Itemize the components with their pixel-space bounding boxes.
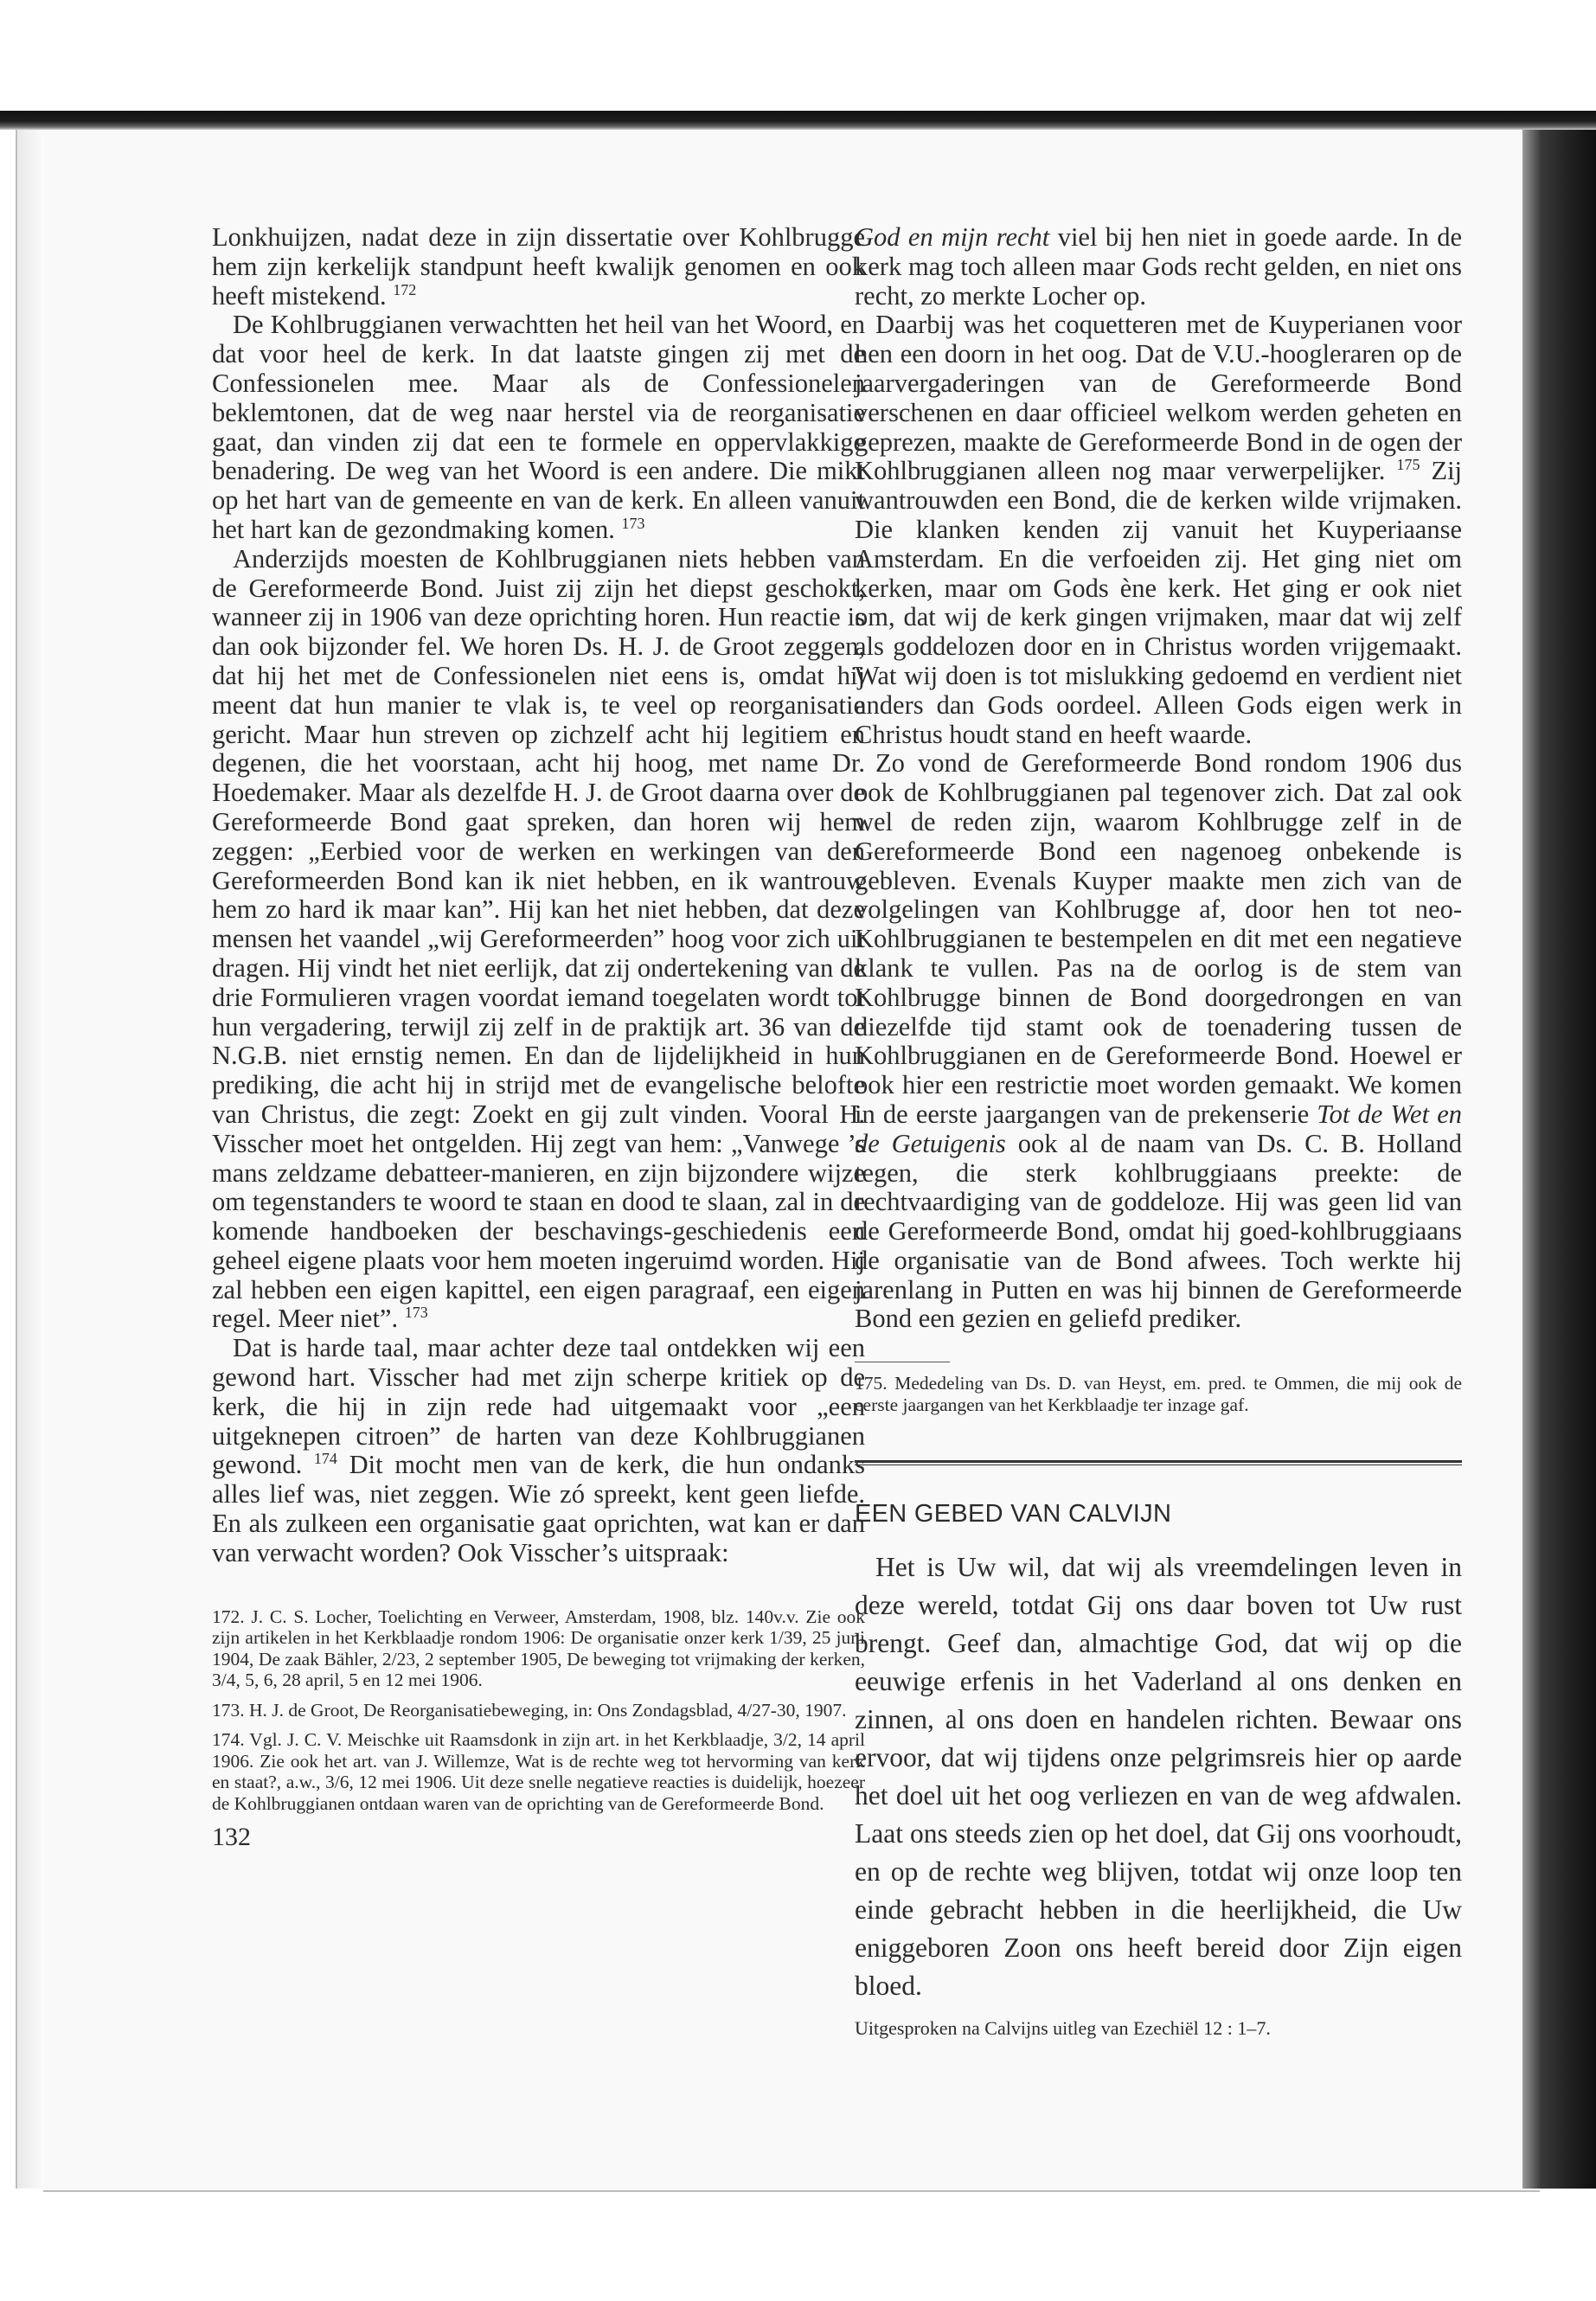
paragraph: Dat is harde taal, maar achter deze taal ontdekken wij een gewond hart. Visscher had met zijn scherpe kritiek op de kerk, die hij in zijn rede had uitgemaakt voor „een uitgeknepen citroen” de harten van deze Kohlbruggianen gewond. $^{174}$ Dit mocht men van de kerk, die hun ondanks alles lief was, niet zeggen. Wie zó spreekt, kent geen liefde. En als zulkeen een organisatie gaat oprichten, wat kan er dan van verwacht worden? Ook Visscher’s uitspraak:	[212, 1333, 866, 1567]
book-binding-edge	[1522, 130, 1596, 2189]
right-column	[855, 223, 1462, 2043]
paragraph: Anderzijds moesten de Kohlbruggianen niets hebben van de Gereformeerde Bond. Juist zij zijn het diepst geschokt, wanneer zij in 1906 van deze oprichting horen. Hun reactie is dan ook bijzonder fel. We horen Ds. H. J. de Groot zeggen, dat hij het met de Confessionelen niet eens is, omdat hij meent dat hun manier te vlak is, te veel op reorganisatie gericht. Maar hun streven op zichzelf acht hij legitiem en degenen, die het voorstaan, acht hij hoog, met name Dr. Hoedemaker. Maar als dezelfde H. J. de Groot daarna over de Gereformeerde Bond gaat spreken, dan horen wij hem zeggen: „Eerbied voor de werken en werkingen van den Gereformeerden Bond kan ik niet hebben, en ik wantrouw hem zo hard ik maar kan”. Hij kan het niet hebben, dat deze mensen het vaandel „wij Gereformeerden” hoog voor zich uit dragen. Hij vindt het niet eerlijk, dat zij ondertekening van de drie Formulieren vragen voordat iemand toegelaten wordt tot hun vergadering, terwijl zij zelf in de praktijk art. 36 van de N.G.B. niet ernstig nemen. En dan de lijdelijkheid in hun prediking, die acht hij in strijd met de evangelische belofte van Christus, die zegt: Zoekt en gij zult vinden. Vooral H. Visscher moet het ontgelden. Hij zegt van hem: „Vanwege ’s mans zeldzame debatteer-manieren, en zijn bijzondere wijze om tegenstanders te woord te staan en dood te slaan, zal in de komende handboeken der beschavings-geschiedenis een geheel eigene plaats voor hem moeten ingeruimd worden. Hij zal hebben een eigen kapittel, een eigen paragraaf, een eigen regel. Meer niet”. $^{173}$	[212, 543, 865, 1334]
page-number: 132	[212, 1823, 251, 1852]
footnotes	[212, 1606, 865, 1815]
prayer-source: Uitgesproken na Calvijns uitleg van Ezechiël 12 : 1–7.	[855, 2017, 1271, 2040]
paragraph: Zo vond de Gereformeerde Bond rondom 1906 dus ook de Kohlbruggianen pal tegenover zich. Dat zal ook wel de reden zijn, waarom Kohlbrugge zelf in de Gereformeerde Bond een nagenoeg onbekende is gebleven. Evenals Kuyper maakte men zich van de volgelingen van Kohlbrugge af, door hen tot neo-Kohlbruggianen te bestempelen en dit met een negatieve klank te vullen. Pas na de oorlog is de stem van Kohlbrugge binnen de Bond doorgedrongen en van diezelfde tijd stamt ook de toenadering tussen de Kohlbruggianen en de Gereformeerde Bond. Hoewel er ook hier een restrictie moet worden gemaakt. We komen in de eerste jaargangen van de prekenserie Tot de Wet en de Getuigenis ook al de naam van Ds. C. B. Holland tegen, die sterk kohlbruggiaans preekte: de rechtvaardiging van de goddeloze. Hij was geen lid van de Gereformeerde Bond, omdat hij goed-kohlbruggiaans de organisatie van de Bond afwees. Toch werkte hij jarenlang in Putten en was hij binnen de Gereformeerde Bond een gezien en geliefd prediker.	[855, 748, 1463, 1334]
footnotes	[855, 1373, 1462, 1415]
paragraph: De Kohlbruggianen verwachtten het heil van het Woord, en dat voor heel de kerk. In dat laatste gingen zij met de Confessionelen mee. Maar als de Confessionelen beklemtonen, dat de weg naar herstel via de reorganisatie gaat, dan vinden zij dat een te formele en oppervlakkige benadering. De weg van het Woord is een andere. Die mikt op het hart van de gemeente en van de kerk. En alleen vanuit het hart kan de gezondmaking komen. $^{173}$	[212, 310, 865, 544]
left-column	[212, 223, 865, 1852]
footnote-ref: 175	[1396, 456, 1420, 474]
paragraph: Lonkhuijzen, nadat deze in zijn dissertatie over Kohlbrugge hem zijn kerkelijk standpunt heeft kwalijk genomen en ook heeft mistekend. $^{172}$	[212, 222, 865, 311]
section-title: EEN GEBED VAN CALVIJN	[855, 1500, 1172, 1529]
section-divider	[855, 1460, 1462, 1465]
footnote: 174. Vgl. J. C. V. Meischke uit Raamsdonk in zijn art. in het Kerkblaadje, 3/2, 14 april 1906. Zie ook het art. van J. Willemze, Wat is de rechte weg tot hervorming van kerk en staat?, a.w., 3/6, 12 mei 1906. Uit deze snelle negatieve reacties is duidelijk, hoezeer de Kohlbruggianen ontdaan waren van de oprichting van de Gereformeerde Bond.	[212, 1729, 865, 1814]
footnote-ref: 173	[621, 514, 645, 532]
book-top-edge	[0, 111, 1596, 130]
paragraph: Daarbij was het coquetteren met de Kuyperianen voor hen een doorn in het oog. Dat de V.U.-hoogleraren op de jaarvergaderingen van de Gereformeerde Bond verschenen en daar officieel welkom werden geheten en geprezen, maakte de Gereformeerde Bond in de ogen der Kohlbruggianen alleen nog maar verwerpelijker. $^{175}$ Zij wantrouwden een Bond, die de kerken wilde vrijmaken. Die klanken kenden zij vanuit het Kuyperiaanse Amsterdam. En die verfoeiden zij. Het ging niet om kerken, maar om Gods ène kerk. Het ging er ook niet om, dat wij de kerk gingen vrijmaken, maar dat wij zelf als goddelozen door en in Christus worden vrijgemaakt. Wat wij doen is tot mislukking gedoemd en verdient niet anders dan Gods oordeel. Alleen Gods eigen werk in Christus houdt stand en heeft waarde.	[855, 310, 1463, 749]
footnote: 172. J. C. S. Locher, Toelichting en Verweer, Amsterdam, 1908, blz. 140v.v. Zie ook zijn artikelen in het Kerkblaadje rondom 1906: De organisatie onzer kerk 1/39, 25 juni 1904, De zaak Bähler, 2/23, 2 september 1905, De beweging tot vrijmaking der kerken, 3/4, 5, 6, 28 april, 5 en 12 mei 1906.	[212, 1606, 865, 1691]
footnote: 173. H. J. de Groot, De Reorganisatiebeweging, in: Ons Zondagsblad, 4/27-30, 1907.	[212, 1699, 847, 1721]
paragraph: God en mijn recht viel bij hen niet in goede aarde. In de kerk mag toch alleen maar Gods recht gelden, en niet ons recht, zo merkte Locher op.	[855, 222, 1462, 311]
footnote: 175. Mededeling van Ds. D. van Heyst, em. pred. te Ommen, die mij ook de eerste jaargangen van het Kerkblaadje ter inzage gaf.	[855, 1373, 1462, 1415]
prayer-text: Het is Uw wil, dat wij als vreemdelingen leven in deze wereld, totdat Gij ons daar boven tot Uw rust brengt. Geef dan, almachtige God, dat wij op die eeuwige erfenis in het Vaderland al ons denken en zinnen, al ons doen en handelen richten. Bewaar ons ervoor, dat wij tijdens onze pelgrimsreis hier op aarde het doel uit het oog verliezen en van de weg afdwalen. Laat ons steeds zien op het doel, dat Gij ons voorhoudt, en op de rechte weg blijven, totdat wij onze loop ten einde gebracht hebben in die heerlijkheid, die Uw eniggeboren Zoon ons heeft bereid door Zijn eigen bloed.	[855, 1552, 1462, 2002]
footnote-ref: 172	[393, 280, 417, 298]
footnote-ref: 174	[313, 1450, 337, 1468]
footnote-ref: 173	[404, 1304, 428, 1322]
